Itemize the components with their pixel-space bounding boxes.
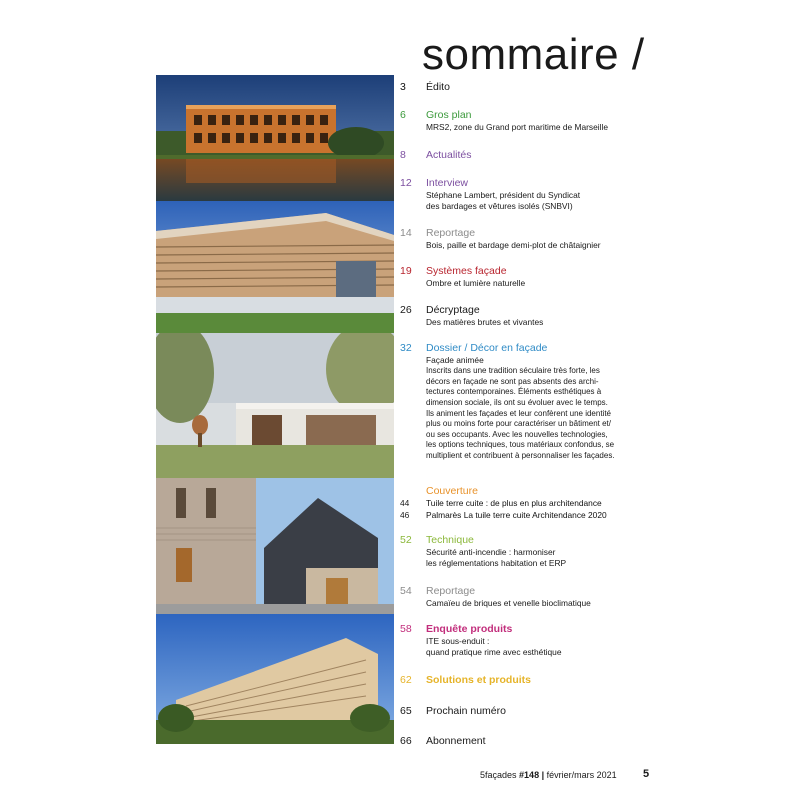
toc-heading: Abonnement (426, 735, 486, 747)
toc-page-number: 26 (400, 304, 412, 316)
photo-residential-block (156, 614, 394, 744)
toc-heading: Solutions et produits (426, 674, 531, 686)
toc-subtitle: ITE sous-enduit : quand pratique rime avec esthétique (426, 636, 562, 658)
toc-page-number: 52 (400, 534, 412, 546)
toc-subtitle: Des matières brutes et vivantes (426, 317, 544, 327)
toc-heading: Interview (426, 177, 469, 189)
toc-subtitle: MRS2, zone du Grand port maritime de Marseille (426, 122, 608, 132)
list-item[interactable]: 44 Tuile terre cuite : de plus en plus architendance (400, 498, 602, 508)
toc-page-number: 8 (400, 149, 406, 161)
toc-page-number: 14 (400, 227, 412, 239)
issue-number: #148 (519, 770, 540, 780)
toc-heading: Actualités (426, 149, 472, 161)
toc-subtitle: Sécurité anti-incendie : harmoniser les réglementations habitation et ERP (426, 547, 567, 569)
page-number: 5 (643, 768, 650, 780)
toc-subtitle: Bois, paille et bardage demi-plot de châtaignier (426, 240, 601, 250)
photo-mrs2-building (156, 75, 394, 201)
couverture-list (400, 498, 646, 521)
magazine-name: 5façades (480, 770, 517, 780)
toc-page-number: 3 (400, 81, 406, 93)
photo-sculpture-building (156, 333, 394, 478)
toc-page-number: 54 (400, 585, 412, 597)
toc-heading: Technique (426, 534, 474, 546)
dossier-lead: Façade animée (426, 355, 484, 365)
toc-page-number: 19 (400, 265, 412, 277)
toc-heading: Reportage (426, 585, 476, 597)
toc-heading: Prochain numéro (426, 705, 506, 717)
toc-heading: Décryptage (426, 304, 480, 316)
toc-subtitle (426, 355, 652, 462)
list-item[interactable]: 46 Palmarès La tuile terre cuite Architendance 2020 (400, 509, 607, 520)
toc-subtitle: Ombre et lumière naturelle (426, 278, 526, 288)
toc-subtitle: Stéphane Lambert, président du Syndicat des bardages et vêtures isolés (SNBVI) (426, 190, 581, 212)
toc-page-number: 66 (400, 735, 412, 747)
toc-page-number: 65 (400, 705, 412, 717)
issue-date: février/mars 2021 (546, 770, 617, 780)
toc-page-number: 62 (400, 674, 412, 686)
footer-separator: | (541, 770, 545, 780)
toc-heading: Systèmes façade (426, 265, 507, 277)
toc-heading: Reportage (426, 227, 476, 239)
photo-tiled-roof-building (156, 478, 394, 614)
toc-page-number: 32 (400, 342, 412, 354)
photo-column (156, 75, 394, 744)
toc-page-number: 12 (400, 177, 412, 189)
toc-heading: Gros plan (426, 109, 472, 121)
toc-page-number: 6 (400, 109, 406, 121)
page-footer (480, 769, 617, 781)
page-title: sommaire / (422, 30, 645, 79)
toc-heading: Enquête produits (426, 623, 513, 635)
toc-page-number: 58 (400, 623, 412, 635)
toc-subtitle: Camaïeu de briques et venelle bioclimatique (426, 598, 591, 608)
toc-heading: Couverture (426, 485, 478, 497)
photo-louvre-building (156, 201, 394, 333)
toc-heading: Édito (426, 81, 450, 93)
toc-heading: Dossier / Décor en façade (426, 342, 548, 354)
dossier-description: Inscrits dans une tradition séculaire très forte, les décors en façade ne sont pas absents des archi- tectures contemporaines. Éléments esthétiques à dimension sociale, ils ont su évoluer avec le temps. Ils animent les façades et leur confèrent une identité plus ou moins forte pour caractériser un bâtiment et/ ou ses occupants. Avec les nouvelles technologies, les options techniques, tous matériaux confondus, se multiplient et contribuent à personnaliser les façades. (426, 366, 615, 460)
